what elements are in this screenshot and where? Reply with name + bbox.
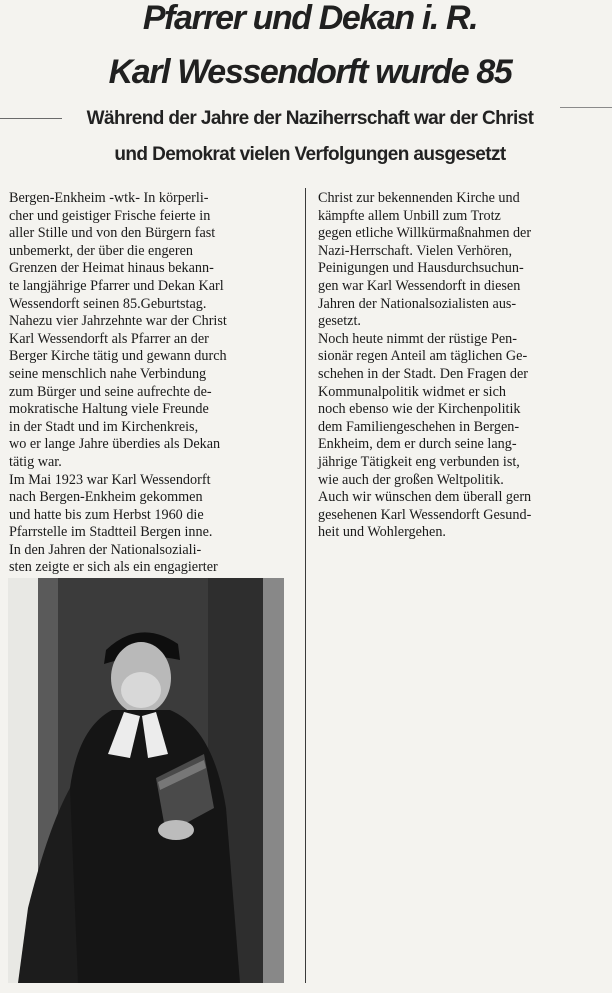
article-line: Peinigungen und Hausdurchsuchun- <box>318 260 524 277</box>
portrait-photo <box>8 578 284 983</box>
article-line: in der Stadt und im Kirchenkreis, <box>9 418 199 435</box>
article-line: kämpfte allem Unbill zum Trotz <box>318 207 501 224</box>
article-line: sionär regen Anteil am täglichen Ge- <box>318 348 528 365</box>
article-line: mokratische Haltung viele Freunde <box>9 401 209 418</box>
article-line: Auch wir wünschen dem überall gern <box>318 489 532 506</box>
article-line: heit und Wohlergehen. <box>318 524 446 541</box>
portrait-photo-icon <box>8 578 284 983</box>
article-line: Nahezu vier Jahrzehnte war der Christ <box>9 313 227 330</box>
article-line: unbemerkt, der über die engeren <box>9 242 193 259</box>
article-line: Wessendorft seinen 85.Geburtstag. <box>9 295 207 312</box>
article-line: Christ zur bekennenden Kirche und <box>318 190 520 206</box>
article-line: Noch heute nimmt der rüstige Pen- <box>318 330 517 347</box>
article-line: Bergen-Enkheim -wtk- In körperli- <box>9 190 209 206</box>
article-line: und hatte bis zum Herbst 1960 die <box>9 506 204 523</box>
subheadline-line-1: Während der Jahre der Naziherrschaft war der Christ <box>86 108 534 129</box>
subheadline-line-2: und Demokrat vielen Verfolgungen ausgesetzt <box>114 144 506 165</box>
article-line: jährige Tätigkeit eng verbunden ist, <box>318 453 520 470</box>
article-line: In den Jahren der Nationalsoziali- <box>9 541 202 558</box>
article-line: gesehenen Karl Wessendorft Gesund- <box>318 506 532 523</box>
article-line: aller Stille und von den Bürgern fast <box>9 225 216 242</box>
article-line: zum Bürger und seine aufrechte de- <box>9 383 212 400</box>
article-line: Pfarrstelle im Stadtteil Bergen inne. <box>9 524 213 541</box>
article-line: schehen in der Stadt. Den Fragen der <box>318 365 528 382</box>
column-divider <box>305 188 306 983</box>
article-line: seine menschlich nahe Verbindung <box>9 365 207 382</box>
article-line: gesetzt. <box>318 313 361 330</box>
article-left-column <box>9 190 299 577</box>
article-line: dem Familiengeschehen in Bergen- <box>318 418 520 435</box>
article-line: wo er lange Jahre überdies als Dekan <box>9 436 221 453</box>
article-line: nach Bergen-Enkheim gekommen <box>9 489 203 506</box>
article-line: Berger Kirche tätig und gewann durch <box>9 348 227 365</box>
article-line: Im Mai 1923 war Karl Wessendorft <box>9 471 211 488</box>
article-line: tätig war. <box>9 453 62 470</box>
article-line: noch ebenso wie der Kirchenpolitik <box>318 401 521 418</box>
article-line: cher und geistiger Frische feierte in <box>9 207 211 224</box>
article-line: te langjährige Pfarrer und Dekan Karl <box>9 277 224 294</box>
article-line: Nazi-Herrschaft. Vielen Verhören, <box>318 242 513 259</box>
article-right-column <box>318 190 608 542</box>
article-line: gegen etliche Willkürmaßnahmen der <box>318 225 532 242</box>
headline-line-2: Karl Wessendorft wurde 85 <box>108 53 512 91</box>
article-line: wie auch der großen Weltpolitik. <box>318 471 504 488</box>
headline-line-1: Pfarrer und Dekan i. R. <box>142 0 478 37</box>
article-line: Kommunalpolitik widmet er sich <box>318 383 506 400</box>
article-line: Grenzen der Heimat hinaus bekann- <box>9 260 214 277</box>
article-line: sten zeigte er sich als ein engagierter <box>9 559 218 576</box>
article-line: Enkheim, dem er durch seine lang- <box>318 436 517 453</box>
article-line: gen war Karl Wessendorft in diesen <box>318 277 521 294</box>
article-line: Karl Wessendorft als Pfarrer an der <box>9 330 209 347</box>
article-line: Jahren der Nationalsozialisten aus- <box>318 295 517 312</box>
